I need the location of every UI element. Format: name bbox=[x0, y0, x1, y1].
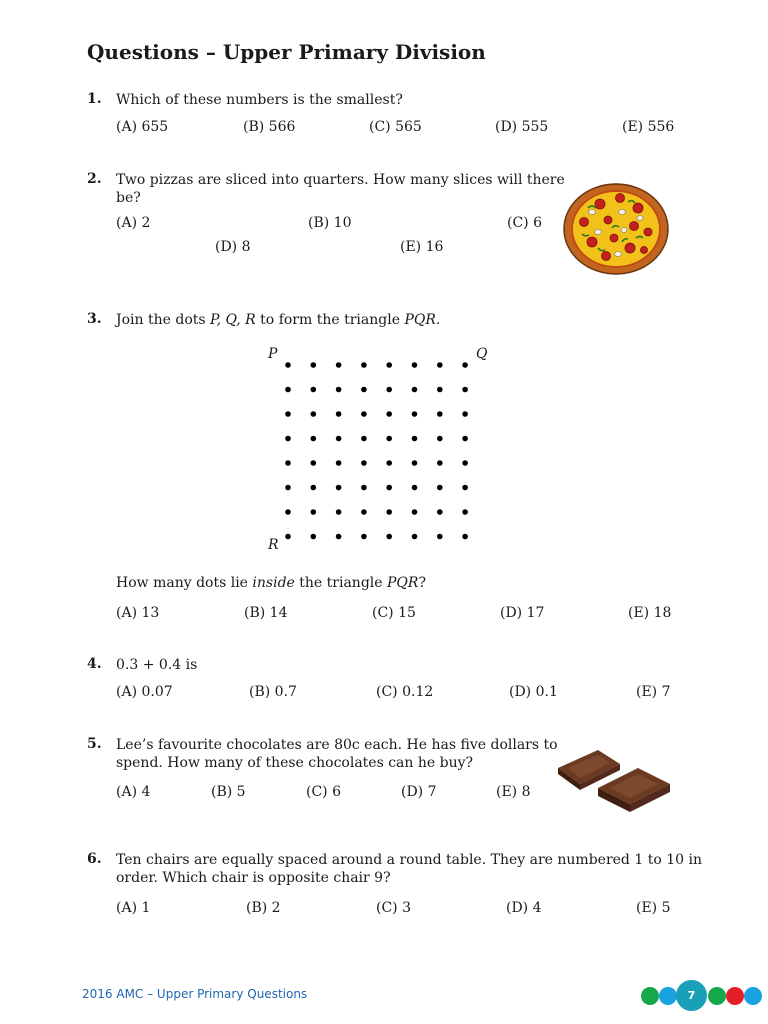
grid-dot bbox=[336, 509, 342, 515]
q6-option-e: (E) 5 bbox=[636, 900, 671, 916]
grid-dot bbox=[412, 387, 418, 393]
q2-option-b: (B) 10 bbox=[308, 215, 352, 231]
page-title: Questions – Upper Primary Division bbox=[87, 40, 486, 64]
grid-dot bbox=[285, 387, 291, 393]
question-5-text-line2: spend. How many of these chocolates can he buy? bbox=[116, 755, 474, 771]
question-3-text: Join the dots P, Q, R to form the triangle PQR. bbox=[116, 312, 441, 328]
question-2-text-line1: Two pizzas are sliced into quarters. How many slices will there bbox=[116, 172, 565, 188]
q2-option-d: (D) 8 bbox=[215, 239, 251, 255]
grid-dot bbox=[285, 485, 291, 491]
grid-dot bbox=[462, 387, 468, 393]
q5-option-d: (D) 7 bbox=[401, 784, 437, 800]
grid-dot bbox=[412, 485, 418, 491]
grid-dot bbox=[336, 387, 342, 393]
pizza-illustration bbox=[562, 182, 670, 276]
grid-dot bbox=[336, 436, 342, 442]
question-3-number: 3. bbox=[87, 311, 102, 327]
q4-option-b: (B) 0.7 bbox=[249, 684, 297, 700]
q5-option-e: (E) 8 bbox=[496, 784, 531, 800]
q3-option-a: (A) 13 bbox=[116, 605, 160, 621]
q5-option-c: (C) 6 bbox=[306, 784, 341, 800]
question-2-text-line2: be? bbox=[116, 190, 141, 206]
grid-dot bbox=[386, 460, 392, 466]
question-1-number: 1. bbox=[87, 91, 102, 107]
question-4-text: 0.3 + 0.4 is bbox=[116, 657, 198, 673]
grid-dot bbox=[437, 387, 443, 393]
q2-option-a: (A) 2 bbox=[116, 215, 151, 231]
grid-dot bbox=[285, 534, 291, 540]
grid-dot bbox=[361, 411, 367, 417]
grid-dot bbox=[462, 509, 468, 515]
footer-dot-blue-1 bbox=[659, 987, 677, 1005]
grid-dot bbox=[437, 485, 443, 491]
grid-dot bbox=[386, 509, 392, 515]
grid-dot bbox=[311, 387, 317, 393]
q6-option-c: (C) 3 bbox=[376, 900, 411, 916]
q6-option-a: (A) 1 bbox=[116, 900, 151, 916]
footer-dot-green-2 bbox=[708, 987, 726, 1005]
question-2-number: 2. bbox=[87, 171, 102, 187]
grid-dot bbox=[462, 362, 468, 368]
q1-option-c: (C) 565 bbox=[369, 119, 422, 135]
grid-dot bbox=[462, 411, 468, 417]
grid-dot bbox=[285, 460, 291, 466]
grid-dot bbox=[311, 509, 317, 515]
q4-option-a: (A) 0.07 bbox=[116, 684, 173, 700]
grid-dot bbox=[361, 485, 367, 491]
question-6-text-line2: order. Which chair is opposite chair 9? bbox=[116, 870, 391, 886]
question-6-text-line1: Ten chairs are equally spaced around a round table. They are numbered 1 to 10 in bbox=[116, 852, 702, 868]
dot-label-r: R bbox=[268, 537, 279, 553]
grid-dot bbox=[336, 460, 342, 466]
q3-option-e: (E) 18 bbox=[628, 605, 672, 621]
grid-dot bbox=[462, 534, 468, 540]
q2-option-e: (E) 16 bbox=[400, 239, 444, 255]
question-3-followup: How many dots lie inside the triangle PQR? bbox=[116, 575, 426, 591]
q4-option-d: (D) 0.1 bbox=[509, 684, 558, 700]
grid-dot bbox=[412, 362, 418, 368]
q4-option-e: (E) 7 bbox=[636, 684, 671, 700]
grid-dot bbox=[412, 534, 418, 540]
dot-label-q: Q bbox=[476, 346, 488, 362]
grid-dot bbox=[437, 509, 443, 515]
grid-dot bbox=[437, 436, 443, 442]
grid-dot bbox=[437, 460, 443, 466]
grid-dot bbox=[311, 485, 317, 491]
grid-dot bbox=[311, 362, 317, 368]
footer-text: 2016 AMC – Upper Primary Questions bbox=[82, 987, 308, 1001]
grid-dot bbox=[412, 509, 418, 515]
grid-dot bbox=[285, 362, 291, 368]
grid-dot bbox=[311, 534, 317, 540]
grid-dot bbox=[285, 436, 291, 442]
grid-dot bbox=[437, 362, 443, 368]
grid-dot bbox=[462, 460, 468, 466]
grid-dot bbox=[336, 485, 342, 491]
grid-dot bbox=[336, 362, 342, 368]
dot-grid bbox=[280, 355, 480, 545]
grid-dot bbox=[311, 411, 317, 417]
dot-label-p: P bbox=[268, 346, 278, 362]
question-5-number: 5. bbox=[87, 736, 102, 752]
grid-dot bbox=[285, 509, 291, 515]
grid-dot bbox=[412, 460, 418, 466]
page-number-badge: 7 bbox=[676, 980, 707, 1011]
grid-dot bbox=[386, 534, 392, 540]
grid-dot bbox=[386, 411, 392, 417]
q6-option-d: (D) 4 bbox=[506, 900, 542, 916]
footer-dot-green-1 bbox=[641, 987, 659, 1005]
q1-option-a: (A) 655 bbox=[116, 119, 169, 135]
grid-dot bbox=[412, 436, 418, 442]
question-6-number: 6. bbox=[87, 851, 102, 867]
grid-dot bbox=[386, 436, 392, 442]
q6-option-b: (B) 2 bbox=[246, 900, 281, 916]
grid-dot bbox=[311, 436, 317, 442]
grid-dot bbox=[386, 387, 392, 393]
grid-dot bbox=[361, 387, 367, 393]
question-1-text: Which of these numbers is the smallest? bbox=[116, 92, 403, 108]
question-5-text-line1: Lee’s favourite chocolates are 80c each. He has five dollars to bbox=[116, 737, 558, 753]
grid-dot bbox=[336, 411, 342, 417]
grid-dot bbox=[437, 534, 443, 540]
q1-option-b: (B) 566 bbox=[243, 119, 296, 135]
grid-dot bbox=[462, 485, 468, 491]
question-4-number: 4. bbox=[87, 656, 102, 672]
footer-dot-red bbox=[726, 987, 744, 1005]
grid-dot bbox=[361, 436, 367, 442]
chocolate-illustration bbox=[554, 742, 674, 814]
q5-option-b: (B) 5 bbox=[211, 784, 246, 800]
q3-option-c: (C) 15 bbox=[372, 605, 416, 621]
q4-option-c: (C) 0.12 bbox=[376, 684, 434, 700]
grid-dot bbox=[361, 534, 367, 540]
footer-dot-blue-2 bbox=[744, 987, 762, 1005]
grid-dot bbox=[437, 411, 443, 417]
grid-dot bbox=[462, 436, 468, 442]
q2-option-c: (C) 6 bbox=[507, 215, 542, 231]
q1-option-d: (D) 555 bbox=[495, 119, 549, 135]
grid-dot bbox=[386, 362, 392, 368]
grid-dot bbox=[412, 411, 418, 417]
q5-option-a: (A) 4 bbox=[116, 784, 151, 800]
q3-option-b: (B) 14 bbox=[244, 605, 288, 621]
grid-dot bbox=[336, 534, 342, 540]
grid-dot bbox=[386, 485, 392, 491]
q1-option-e: (E) 556 bbox=[622, 119, 675, 135]
q3-option-d: (D) 17 bbox=[500, 605, 545, 621]
grid-dot bbox=[361, 362, 367, 368]
grid-dot bbox=[285, 411, 291, 417]
grid-dot bbox=[361, 509, 367, 515]
grid-dot bbox=[361, 460, 367, 466]
grid-dot bbox=[311, 460, 317, 466]
